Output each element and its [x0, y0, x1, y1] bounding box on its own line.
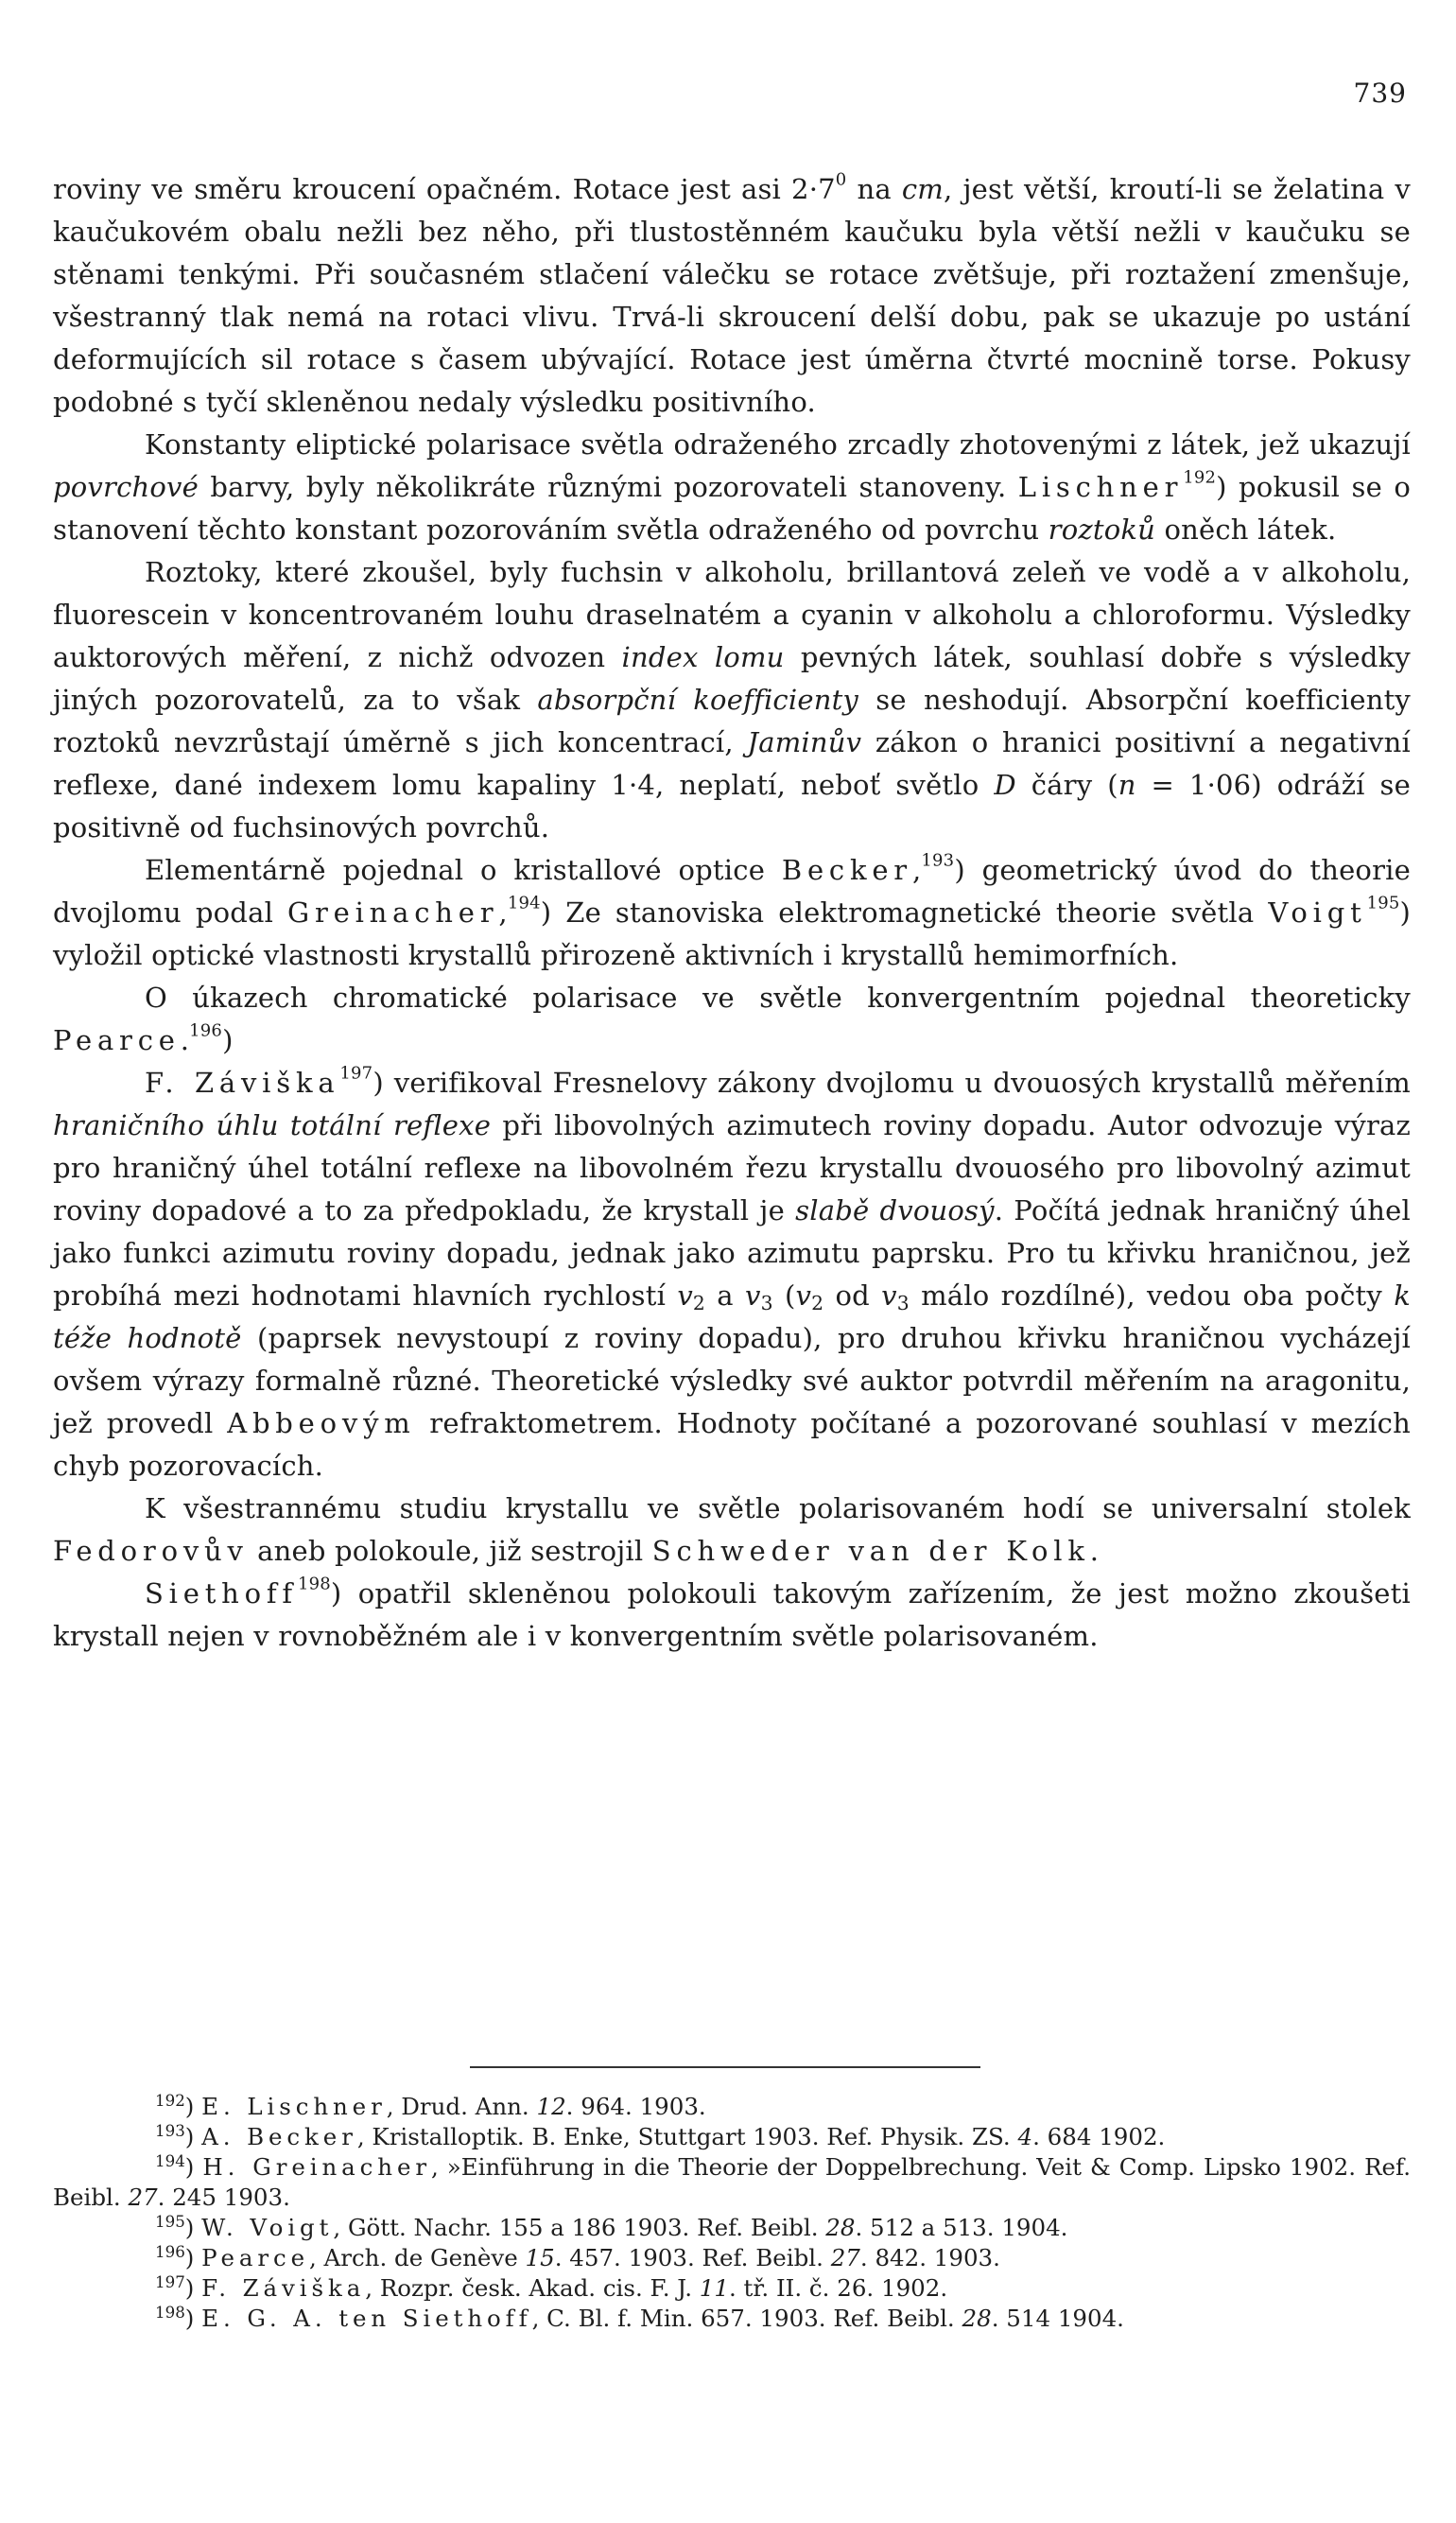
text-segment: od	[823, 1279, 882, 1312]
author-name: Pearce	[53, 1024, 181, 1056]
author-name: Schweder van der Kolk	[651, 1535, 1090, 1567]
footnote-ref: 192	[1183, 467, 1217, 488]
footnote-text: , »Einführung in die Theorie der Doppelbrechung. Veit & Comp. Lipsko 1902. Ref. Beibl.	[53, 2153, 1411, 2211]
footnote-volume: 4	[1017, 2123, 1033, 2150]
paragraph-8	[53, 1573, 1411, 1658]
author-name: Becker	[781, 854, 912, 886]
footnote-text: , Gött. Nachr. 155 a 186 1903. Ref. Beibl.	[333, 2214, 826, 2241]
text-segment: při libovolných azimutech roviny dopadu. Autor odvozuje výraz pro hraničný úhel totální reflexe na libovolném řezu krystallu dvouosého pro libovolný azimut roviny dopadové a to za předpokladu, že krystall je	[53, 1109, 1411, 1227]
text-segment: (paprsek nevystoupí z roviny dopadu), pro druhou křivku hraničnou vycházejí ovšem výrazy formalně různé. Theoretické výsledky své auktor potvrdil měřením na aragonitu, jež provedl	[53, 1322, 1411, 1439]
author-name: Fedorovův	[53, 1535, 249, 1567]
footnote-author: Pearce	[201, 2244, 309, 2271]
paragraph-3	[53, 551, 1411, 849]
paragraph-6	[53, 1062, 1411, 1488]
text-segment: O úkazech chromatické polarisace ve světle konvergentním pojednal theoreticky	[145, 982, 1411, 1014]
text-segment: ) verifikoval Fresnelovy zákony dvojlomu u dvouosých krystallů měřením	[373, 1067, 1411, 1099]
text-segment: oněch látek.	[1155, 513, 1337, 546]
emphasis: n	[1118, 769, 1136, 801]
text-segment: barvy, byly několikráte různými pozorovateli stanoveny.	[199, 471, 1018, 503]
footnote: $^{192}$) E. Lischner, Drud. Ann. 12. 964. 1903.	[155, 2091, 706, 2120]
text-segment: pevných látek, souhlasí dobře s výsledky jiných pozorovatelů, za to však	[53, 641, 1411, 716]
footnote-ref: 196	[189, 1020, 223, 1041]
author-name: Lischner	[1017, 471, 1184, 503]
text-segment: na	[846, 173, 902, 205]
footnote-text: , Arch. de Genève	[308, 2244, 526, 2271]
footnote-author: H. Greinacher	[202, 2153, 431, 2181]
footnote-number: 197	[155, 2272, 185, 2291]
emphasis: cm	[901, 173, 944, 205]
math-variable: v	[677, 1279, 693, 1312]
footnote-ref: 194	[507, 893, 541, 914]
paragraph-2	[53, 424, 1411, 551]
text-segment: .	[1089, 1535, 1100, 1567]
paragraph-1	[53, 168, 1411, 424]
text-segment: Elementárně pojednal o kristallové optice	[145, 854, 782, 886]
footnote: $^{198}$) E. G. A. ten Siethoff, C. Bl. f. Min. 657. 1903. Ref. Beibl. 28. 514 1904.	[155, 2303, 1124, 2332]
emphasis: D	[994, 769, 1016, 801]
text-segment: ,	[498, 896, 508, 929]
author-name: Greinacher	[287, 896, 499, 929]
page-number: 739	[1353, 78, 1407, 109]
footnote-text: , Drud. Ann.	[386, 2093, 537, 2120]
paragraph-4	[53, 849, 1411, 977]
footnote-number: 198	[155, 2303, 185, 2322]
text-segment: ) geometrický úvod do theorie dvojlomu podal	[53, 854, 1411, 929]
footnote-text: . 514 1904.	[991, 2305, 1124, 2332]
math-subscript: 2	[692, 1292, 706, 1315]
text-segment: a	[705, 1279, 746, 1312]
text-segment: zákon o hranici positivní a negativní reflexe, dané indexem lomu kapaliny 1·4, neplatí, neboť světlo	[53, 726, 1411, 801]
footnote: $^{193}$) A. Becker, Kristalloptik. B. Enke, Stuttgart 1903. Ref. Physik. ZS. 4. 684 1902.	[155, 2121, 1166, 2150]
footnote-author: W. Voigt	[201, 2214, 334, 2241]
footnote-volume: 15	[525, 2244, 555, 2271]
text-segment: ,	[911, 854, 922, 886]
footnote-number: 195	[155, 2212, 185, 2231]
text-segment: refraktometrem. Hodnoty počítané a pozorované souhlasí v mezích chyb pozorovacích.	[53, 1407, 1411, 1482]
text-segment: , jest větší, kroutí-li se želatina v kaučukovém obalu nežli bez něho, při tlustostěnném kaučuku byla větší nežli v kaučuku se stěnami tenkými. Při současném stlačení válečku se rotace zvětšuje, při roztažení zmenšuje, všestranný tlak nemá na rotaci vlivu. Trvá-li skroucení delší dobu, pak se ukazuje po ustání deformujících sil rotace s časem ubývající. Rotace jest úměrna čtvrté mocnině torse. Pokusy podobné s tyčí skleněnou nedaly výsledku positivního.	[53, 173, 1411, 418]
author-name: F. Záviška	[145, 1067, 340, 1099]
text-segment: = 1·06) odráží se positivně od fuchsinových povrchů.	[53, 769, 1412, 844]
emphasis: hraničního úhlu totální reflexe	[53, 1109, 492, 1141]
footnote-text: , Rozpr. česk. Akad. cis. F. J.	[365, 2274, 700, 2302]
footnote-author: F. Záviška	[201, 2274, 366, 2302]
text-segment: aneb polokoule, již sestrojil	[248, 1535, 652, 1567]
footnote-volume: 12	[536, 2093, 566, 2120]
paragraph-5	[53, 977, 1411, 1062]
text-segment: ) Ze stanoviska elektromagnetické theorie světla	[540, 896, 1269, 929]
footnote-number: 192	[155, 2091, 185, 2110]
text-segment: K všestrannému studiu krystallu ve světle polarisovaném hodí se universalní stolek	[145, 1492, 1411, 1524]
main-text	[53, 168, 1411, 1658]
text-segment: čáry (	[1015, 769, 1118, 801]
footnote-text: . 512 a 513. 1904.	[855, 2214, 1068, 2241]
footnote-text: . 684 1902.	[1032, 2123, 1166, 2150]
text-segment: .	[180, 1024, 190, 1056]
text-segment: )	[222, 1024, 234, 1056]
footnote-text: . 457. 1903. Ref. Beibl.	[554, 2244, 831, 2271]
footnote-volume: 27	[128, 2184, 158, 2211]
emphasis: slabě dvouosý	[795, 1194, 995, 1227]
footnote-text: . 842. 1903.	[859, 2244, 1000, 2271]
math-variable: v	[795, 1279, 812, 1312]
footnote-volume: 28	[962, 2305, 992, 2332]
footnote-divider	[470, 2066, 980, 2068]
footnote-text: , C. Bl. f. Min. 657. 1903. Ref. Beibl.	[531, 2305, 962, 2332]
footnote-text: , Kristalloptik. B. Enke, Stuttgart 1903. Ref. Physik. ZS.	[356, 2123, 1018, 2150]
footnote-volume: 28	[825, 2214, 856, 2241]
footnote-ref: 197	[339, 1063, 373, 1084]
emphasis: roztoků	[1048, 513, 1156, 546]
footnote: $^{196}$) Pearce, Arch. de Genève 15. 457. 1903. Ref. Beibl. 27. 842. 1903.	[155, 2242, 1000, 2271]
emphasis: absorpční koefficienty	[537, 684, 859, 716]
footnote-author: E. G. A. ten Siethoff	[201, 2305, 532, 2332]
footnote-volume: 11	[699, 2274, 729, 2302]
text-segment: roviny ve směru kroucení opačném. Rotace jest asi 2·7	[53, 173, 836, 205]
text-segment: ) opatřil skleněnou polokouli takovým zařízením, že jest možno zkoušeti krystall nejen v rovnoběžném ale i v konvergentním světle polarisovaném.	[53, 1577, 1411, 1652]
author-name: Siethoff	[145, 1577, 298, 1610]
footnote-ref: 195	[1366, 893, 1400, 914]
footnote-ref: 193	[921, 850, 955, 871]
emphasis: index lomu	[621, 641, 785, 673]
math-subscript: 3	[896, 1292, 910, 1315]
footnote-number: 193	[155, 2121, 185, 2140]
text-segment: Konstanty eliptické polarisace světla odraženého zrcadly zhotovenými z látek, jež ukazují	[145, 428, 1411, 461]
paragraph-7	[53, 1488, 1411, 1573]
emphasis: povrchové	[53, 471, 199, 503]
text-segment: se neshodují. Absorpční koefficienty roztoků nevzrůstají úměrně s jich koncentrací,	[53, 684, 1412, 758]
text-segment: ) vyložil optické vlastnosti krystallů přirozeně aktivních i krystallů hemimorfních.	[53, 896, 1411, 971]
footnote-author: A. Becker	[201, 2123, 357, 2150]
text-segment: Roztoky, které zkoušel, byly fuchsin v alkoholu, brillantová zeleň ve vodě a v alkoholu, fluorescein v koncentrovaném louhu draselnatém a cyanin v alkoholu a chloroformu. Výsledky auktorových měření, z nichž odvozen	[53, 556, 1411, 673]
text-segment: ) pokusil se o stanovení těchto konstant pozorováním světla odraženého od povrchu	[53, 471, 1412, 546]
footnote: $^{197}$) F. Záviška, Rozpr. česk. Akad. cis. F. J. 11. tř. II. č. 26. 1902.	[155, 2272, 948, 2302]
footnote-author: E. Lischner	[201, 2093, 387, 2120]
footnote-text: . 964. 1903.	[565, 2093, 706, 2120]
footnote: $^{194}$) H. Greinacher, »Einführung in die Theorie der Doppelbrechung. Veit & Comp. Lipsko 1902. Ref. Beibl. 27. 245 1903.	[53, 2151, 1411, 2211]
text-segment: . Počítá jednak hraničný úhel jako funkci azimutu roviny dopadu, jednak jako azimutu paprsku. Pro tu křivku hraničnou, jež probíhá mezi hodnotami hlavních rychlostí	[53, 1194, 1412, 1312]
text-segment: málo rozdílné), vedou oba počty	[909, 1279, 1395, 1312]
footnote-number: 196	[155, 2242, 185, 2261]
footnote: $^{195}$) W. Voigt, Gött. Nachr. 155 a 186 1903. Ref. Beibl. 28. 512 a 513. 1904.	[155, 2212, 1068, 2241]
math-variable: v	[745, 1279, 761, 1312]
footnote-text: . 245 1903.	[157, 2184, 290, 2211]
footnotes	[53, 2092, 1411, 2334]
math-subscript: 2	[811, 1292, 824, 1315]
math-variable: v	[881, 1279, 897, 1312]
text-segment: (	[772, 1279, 796, 1312]
degree-superscript: 0	[835, 169, 847, 190]
footnote-text: . tř. II. č. 26. 1902.	[728, 2274, 948, 2302]
author-name: Voigt	[1268, 896, 1367, 929]
emphasis: Jaminův	[747, 726, 862, 758]
footnote-ref: 198	[297, 1574, 331, 1594]
emphasis: k téže hodnotě	[53, 1279, 1411, 1354]
footnote-volume: 27	[830, 2244, 860, 2271]
math-subscript: 3	[760, 1292, 773, 1315]
footnote-number: 194	[155, 2151, 185, 2170]
author-name: Abbeovým	[227, 1407, 416, 1439]
